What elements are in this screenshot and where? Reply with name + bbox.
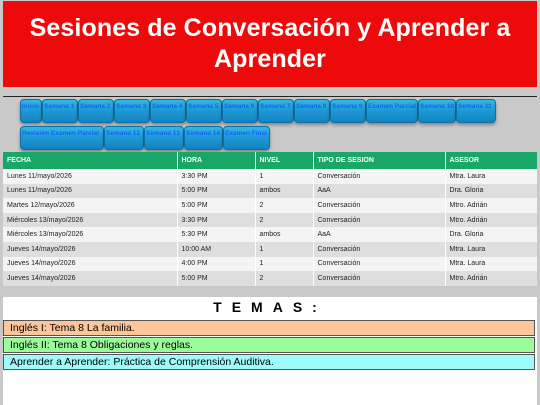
cell-asesor: Dra. Gloria bbox=[445, 227, 537, 242]
col-header-hora: HORA bbox=[177, 152, 255, 169]
cell-asesor: Mtra. Laura bbox=[445, 169, 537, 184]
cell-nivel: 2 bbox=[255, 198, 313, 213]
nav-tab-semana-7[interactable]: Semana 7 bbox=[258, 99, 294, 123]
tema-text: Inglés I: Tema 8 La familia. bbox=[10, 322, 135, 334]
table-row bbox=[3, 271, 537, 286]
nav-tab-semana-3[interactable]: Semana 3 bbox=[114, 99, 150, 123]
cell-nivel: 1 bbox=[255, 257, 313, 272]
tema-ingles-2 bbox=[3, 337, 535, 353]
table-row bbox=[3, 257, 537, 272]
nav-tab-semana-9[interactable]: Semana 9 bbox=[330, 99, 366, 123]
cell-nivel: 2 bbox=[255, 213, 313, 228]
cell-nivel: ambos bbox=[255, 184, 313, 199]
cell-asesor: Mtra. Laura bbox=[445, 257, 537, 272]
table-row bbox=[3, 242, 537, 257]
cell-tipo: Conversación bbox=[313, 198, 445, 213]
tema-text: Aprender a Aprender: Práctica de Comprensión Auditiva. bbox=[10, 356, 274, 368]
cell-tipo: Conversación bbox=[313, 242, 445, 257]
tema-aprender-a-aprender bbox=[3, 354, 535, 370]
cell-fecha: Jueves 14/mayo/2026 bbox=[3, 242, 177, 257]
cell-fecha: Jueves 14/mayo/2026 bbox=[3, 257, 177, 272]
nav-tab-semana-11[interactable]: Semana 11 bbox=[456, 99, 496, 123]
cell-fecha: Miércoles 13/mayo/2026 bbox=[3, 227, 177, 242]
table-row bbox=[3, 213, 537, 228]
cell-asesor: Mtro. Adrián bbox=[445, 213, 537, 228]
cell-tipo: Conversación bbox=[313, 257, 445, 272]
table-row bbox=[3, 184, 537, 199]
nav-tab-semana-14[interactable]: Semana 14 bbox=[184, 126, 223, 150]
table-row bbox=[3, 227, 537, 242]
cell-tipo: Conversación bbox=[313, 169, 445, 184]
nav-tab-semana-1[interactable]: Semana 1 bbox=[42, 99, 78, 123]
cell-asesor: Dra. Gloria bbox=[445, 184, 537, 199]
cell-asesor: Mtro. Adrián bbox=[445, 271, 537, 286]
nav-tab-semana-10[interactable]: Semana 10 bbox=[418, 99, 456, 123]
cell-tipo: Conversación bbox=[313, 213, 445, 228]
page-header bbox=[3, 1, 537, 87]
cell-hora: 5:00 PM bbox=[177, 184, 255, 199]
cell-fecha: Jueves 14/mayo/2026 bbox=[3, 271, 177, 286]
col-header-nivel: NIVEL bbox=[255, 152, 313, 169]
cell-fecha: Martes 12/mayo/2026 bbox=[3, 198, 177, 213]
col-header-tipo: TIPO DE SESION bbox=[313, 152, 445, 169]
cell-tipo: AaA bbox=[313, 227, 445, 242]
page-title-line1: Sesiones de Conversación y Aprender a bbox=[29, 14, 511, 42]
cell-asesor: Mtro. Adrián bbox=[445, 198, 537, 213]
cell-hora: 3:30 PM bbox=[177, 213, 255, 228]
table-header-row bbox=[3, 152, 537, 169]
col-header-asesor: ASESOR bbox=[445, 152, 537, 169]
nav-tab-examen-final[interactable]: Examen Final bbox=[223, 126, 270, 150]
tema-ingles-1 bbox=[3, 320, 535, 336]
cell-tipo: Conversación bbox=[313, 271, 445, 286]
temas-title: TEMAS: bbox=[213, 299, 327, 315]
cell-nivel: 2 bbox=[255, 271, 313, 286]
cell-nivel: ambos bbox=[255, 227, 313, 242]
schedule-table bbox=[3, 152, 537, 286]
page-title-line2: Aprender bbox=[214, 45, 326, 73]
cell-hora: 10:00 AM bbox=[177, 242, 255, 257]
nav-tab-semana-5[interactable]: Semana 5 bbox=[186, 99, 222, 123]
cell-hora: 5:00 PM bbox=[177, 198, 255, 213]
temas-section bbox=[3, 297, 537, 405]
cell-hora: 5:30 PM bbox=[177, 227, 255, 242]
cell-fecha: Miércoles 13/mayo/2026 bbox=[3, 213, 177, 228]
cell-fecha: Lunes 11/mayo/2026 bbox=[3, 169, 177, 184]
table-row bbox=[3, 169, 537, 184]
week-nav bbox=[20, 97, 500, 151]
cell-asesor: Mtra. Laura bbox=[445, 242, 537, 257]
cell-nivel: 1 bbox=[255, 169, 313, 184]
cell-hora: 5:00 PM bbox=[177, 271, 255, 286]
cell-tipo: AaA bbox=[313, 184, 445, 199]
tema-text: Inglés II: Tema 8 Obligaciones y reglas. bbox=[10, 339, 194, 351]
nav-tab-inicio[interactable]: Inicio bbox=[20, 99, 42, 123]
nav-tab-semana-13[interactable]: Semana 13 bbox=[144, 126, 184, 150]
nav-tab-semana-4[interactable]: Semana 4 bbox=[150, 99, 186, 123]
cell-fecha: Lunes 11/mayo/2026 bbox=[3, 184, 177, 199]
nav-tab-examen-parcial[interactable]: Examen Parcial bbox=[366, 99, 418, 123]
nav-tab-semana-6[interactable]: Semana 6 bbox=[222, 99, 258, 123]
nav-tab-semana-2[interactable]: Semana 2 bbox=[78, 99, 114, 123]
cell-hora: 4:00 PM bbox=[177, 257, 255, 272]
nav-tab-revision-examen-parcial[interactable]: Revisión Examen Parcial bbox=[20, 126, 104, 150]
page-title bbox=[30, 13, 511, 75]
cell-hora: 3:30 PM bbox=[177, 169, 255, 184]
col-header-fecha: FECHA bbox=[3, 152, 177, 169]
cell-nivel: 1 bbox=[255, 242, 313, 257]
nav-tab-semana-8[interactable]: Semana 8 bbox=[294, 99, 330, 123]
nav-tab-semana-12[interactable]: Semana 12 bbox=[104, 126, 144, 150]
table-row bbox=[3, 198, 537, 213]
